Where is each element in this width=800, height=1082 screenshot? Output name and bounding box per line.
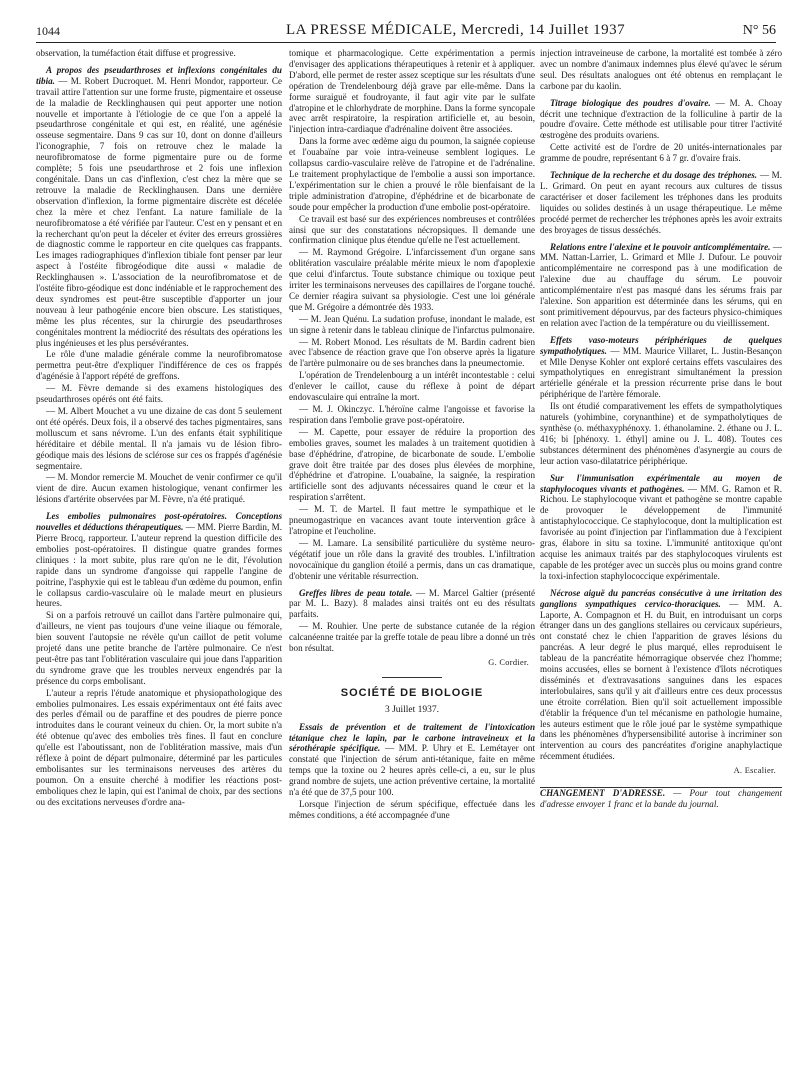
- article-pseudarthroses: [36, 65, 282, 349]
- section-heading: SOCIÉTÉ DE BIOLOGIE: [340, 686, 484, 699]
- paragraph: — M. Rouhier. Une perte de substance cutanée de la région calcanéenne traitée par la greffe totale de peau libre a donné un très bon résultat.: [289, 621, 535, 654]
- paragraph: Le staphylocoque vivant et pathogène se montre capable de provoquer le développement de l'immunité antistaphylococcique. Ce staphylocoque, dont la multiplication est favorisée au point d'injection par l'inflammation due à l'excipient gras, élabore in situ sa toxine. L'immunité antitoxique qu'ont acquise les animaux traités par des staphylocoques virulents est capable de les protéger avec un succès plus ou moins grand contre la toxi-infection staphylococcique expérimentale.: [540, 494, 782, 581]
- article-staphylocoques: [540, 473, 782, 582]
- divider: [382, 677, 442, 678]
- article-title: Technique de la recherche et du dosage des tréphones.: [550, 170, 758, 181]
- paragraph: en introduisant un corps étranger dans un des ganglions stellaires ou cervicaux supérieurs, ont constaté chez le chien l'apparition de graves lésions du pancréas. A leur degré le plus marqué, elles reproduisent le tableau de la pancréatite hémorragique observée chez l'homme; moins accusées, elles se bornent à l'existence d'îlots nécrotiques disséminés et d'extravasations sanguines dans les espaces interlobulaires, sans qu'il y ait d'ailleurs entre ces deux processus une étroite corrélation. Bien qu'il soit actuellement impossible d'établir la fréquence d'un tel mécanisme en pathologie humaine, les auteurs estiment que le rôle joué par le système sympathique dans les phénomènes d'hypersensibilité autorise à incriminer son intervention au cours des pancréatites d'origine anaphylactique récemment étudiées.: [540, 609, 782, 762]
- notice-text: — Pour tout changement d'adresse envoyer 1 franc et la bande du journal.: [540, 788, 782, 810]
- article-title: Essais de prévention et de traitement de l'intoxication tétanique chez le lapin, par le carbone intraveineux et la sérothérapie spécifique.: [289, 721, 535, 754]
- journal-name: LA PRESSE MÉDICALE,: [286, 22, 457, 38]
- article-embolies: [36, 511, 282, 609]
- paragraph: Si on a parfois retrouvé un caillot dans l'artère pulmonaire qui, d'ailleurs, ne vient pas toujours d'une veine iliaque ou fémorale, bien souvent l'autopsie ne révèle qu'un caillot de petit volume projeté dans une petite branche de l'artère pulmonaire. Ce n'est peut-être pas tant l'oblitération vasculaire qui joue dans l'apparition du syndrome grave que les troubles nerveux engendrés par la présence du corps embolisant.: [36, 610, 282, 686]
- article-authors: — MM. G. Ramon et R. Richou.: [540, 483, 782, 505]
- paragraph: ont exploré certains effets vasculaires des sympatholytiques en enregistrant simultanément la pression artérielle générale et la pression récurrente prise dans le bout périphérique de l'artère fémorale.: [540, 356, 782, 400]
- paragraph: — M. J. Okinczyc. L'héroïne calme l'angoisse et favorise la respiration dans l'embolie grave post-opératoire.: [289, 404, 535, 425]
- paragraph: Le pouvoir anticomplémentaire ne correspond pas à une modification de l'alexine due au chauffage du sérum. Le pouvoir anticomplémentaire n'est pas masqué dans les sérums frais par l'alexine. Son apparition est déterminée dans les sérums, qui en sont primitivement dépourvus, par des facteurs physico-chimiques en relation avec l'action de la température ou du vieillissement.: [540, 252, 782, 328]
- article-pancreas: [540, 588, 782, 763]
- journal-title: [286, 22, 625, 39]
- article-authors: — MM. Nattan-Larrier, L. Grimard et Mlle J. Dufour.: [540, 241, 782, 263]
- paragraph: Cette activité est de l'ordre de 20 unités-internationales par gramme de poudre, représentant 6 à 7 gr. d'ovaire frais.: [540, 142, 782, 164]
- column-middle: [289, 48, 535, 1068]
- article-title: Titrage biologique des poudres d'ovaire.: [550, 97, 711, 108]
- article-trephones: [540, 170, 782, 235]
- paragraph: L'auteur a repris l'étude anatomique et physiopathologique des embolies pulmonaires. Les essais expérimentaux ont été faits avec des perles d'émail ou de paraffine et des poudres de pierre ponce introduites dans le courant veineux du chien. Or, la mort subite n'a été obtenue qu'avec des embolies très fines. Il faut en conclure qu'elle est l'aboutissant, non de l'oblitération massive, mais d'un réflexe à point de départ pulmonaire, déterminé par les particules embolisantes sur les terminaisons nerveuses des artères du poumon. On a ensuite cherché à modifier les réactions post-emboliques chez le lapin, qui est l'animal de choix, par des sections ou des excitations nerveuses d'ordre ana-: [36, 687, 282, 807]
- article-title: Greffes libres de peau totale.: [299, 587, 413, 598]
- issue-date: Mercredi, 14 Juillet 1937: [461, 22, 626, 38]
- column-left: [36, 48, 282, 1068]
- paragraph: observation, la tuméfaction était diffuse et progressive.: [36, 48, 236, 58]
- article-title: Nécrose aiguë du pancréas consécutive à une irritation des ganglions sympathiques cervico-thoraciques.: [540, 587, 782, 609]
- column-right: [540, 48, 782, 1068]
- paragraph: ont constaté que l'injection de sérum anti-tétanique, faite en même temps que la toxine ou 2 heures après celle-ci, a eu, sur le plus grand nombre de sujets, une action préventive certaine, la mortalité n'a été que de 37,5 pour 100.: [289, 743, 535, 798]
- article-authors: — MM. A. Laporte, A. Compagnon et H. du Buit,: [540, 598, 782, 620]
- page-header: [36, 20, 776, 43]
- paragraph: 8 malades ainsi traités ont eu des résultats parfaits.: [289, 598, 535, 620]
- article-authors: — MM. P. Uhry et E. Lemétayer: [384, 743, 519, 754]
- notice-label: CHANGEMENT D'ADRESSE.: [540, 788, 666, 799]
- paragraph: — M. Albert Mouchet a vu une dizaine de cas dont 5 seulement ont été opérés. Deux fois, il a observé des taches pigmentaires, sans molluscum et sans névrome. L'un des enfants était syphilitique héréditaire et débile mental. Il n'a jamais vu de lésion fibro-géodique mais des lésions de sclérose sur ces os frappés d'agénésie segmentaire.: [36, 406, 282, 471]
- paragraph: — M. Fèvre demande si des examens histologiques des pseudarthroses opérés ont été faits.: [36, 383, 282, 405]
- paragraph: Ils ont étudié comparativement les effets de sympatholytiques naturels (yohimbine, corynanthine) et de sympatholytiques de synthèse (o. méthaxyphénoxy. 1. éthanolamine. 2. éthane ou J. L. 416; bi [phénoxy. 1. éthyl] amine ou J. L. 408). Toutes ces substances déterminent des phénomènes d'asynergie au cours de leur action vaso-dilatatrice périphérique.: [540, 401, 782, 466]
- paragraph: — M. Robert Monod. Les résultats de M. Bardin cadrent bien avec l'absence de réaction grave que l'on observe après la ligature de l'artère pulmonaire ou de ses branches dans la pneumectomie.: [289, 336, 535, 369]
- paragraph: L'opération de Trendelenbourg a un intérêt incontestable : celui d'enlever le caillot, cause du réflexe à point de départ endovasculaire qui entraîne la mort.: [289, 370, 535, 403]
- paragraph: rapporteur. L'auteur reprend la question difficile des embolies post-opératoires. Il distingue quatre grandes formes cliniques : la mort subite, plus rare qu'on ne le dit, l'évolution rapide dans un syndrome d'angoisse qui rappelle l'angine de poitrine, l'asphyxie qui est le tableau d'un œdème du poumon, enfin le collapsus cardio-vasculaire où le malade meurt en plusieurs heures.: [36, 532, 282, 609]
- page-number: 1044: [36, 24, 60, 38]
- article-authors: — M. Marcel Galtier (présenté par M. L. Bazy).: [289, 587, 535, 609]
- paragraph: — M. Lamare. La sensibilité particulière du système neuro-végétatif joue un rôle dans la gravité des troubles. L'infiltration novocaïnique du ganglion étoilé a permis, dans un cas dramatique, d'obtenir une véritable résurrection.: [289, 537, 535, 581]
- article-tetanos: [289, 722, 535, 798]
- paragraph: Ce travail est basé sur des expériences nombreuses et contrôlées ainsi que sur des constatations nécropsiques. Il demande une confirmation clinique plus étendue qu'elle ne l'est actuellement.: [289, 213, 535, 246]
- paragraph: tomique et pharmacologique. Cette expérimentation a permis d'envisager des applications thérapeutiques à retenir et à appliquer. D'abord, elle permet de rester assez sceptique sur les résultats d'une opération de Trendelenbourg déjà grave par elle-même. Dans la forme suraiguë et foudroyante, il faut agir vite par le sulfate d'atropine et le chlorhydrate de morphine. Dans la forme syncopale avec arrêt respiratoire, la respiration artificielle et, au besoin, l'injection intra-cardiaque d'adrénaline doivent être associées.: [289, 48, 535, 135]
- paragraph: Le rôle d'une maladie générale comme la neurofibromatose permettra peut-être d'expliquer l'indifférence de ces os frappés d'agénésie à l'apport répété de greffons.: [36, 349, 282, 382]
- paragraph: — M. Capette, pour essayer de réduire la proportion des embolies graves, soumet les malades à un traitement quotidien à base d'éphédrine, d'atropine, de bicarbonate de soude. L'embolie grave doit être traitée par des doses plus élevées de morphine, d'éphédrine et d'atropine. L'ouabaïne, la saignée, la respiration artificielle sont des adjuvants nécessaires quand le cœur et la respiration s'arrêtent.: [289, 426, 535, 503]
- signature: A. Escalier.: [733, 766, 776, 776]
- article-title: Sur l'immunisation expérimentale au moyen de staphylocoques vivants et pathogènes.: [540, 472, 782, 494]
- paragraph: — M. T. de Martel. Il faut mettre le sympathique et le pneumogastrique en vacances avant toute intervention grâce à l'atropine et l'eucholine.: [289, 504, 535, 536]
- article-title: Les embolies pulmonaires post-opératoires. Conceptions nouvelles et déductions thérapeutiques.: [36, 511, 282, 533]
- article-title: Relations entre l'alexine et le pouvoir anticomplémentaire.: [550, 241, 771, 252]
- paragraph: On peut en ayant recours aux cultures de tissus caractériser et doser facilement les tréphones dans les produits liquides ou solides destinés à un usage thérapeutique. Le même procédé permet de rechercher les tréphones après les avoir extraits des broyages de tissus desséchés.: [540, 180, 782, 235]
- paragraph: rapporteur. Ce travail attire l'attention sur une forme fruste, pigmentaire et osseuse de la maladie de Recklinghausen qui peut apporter une notion nouvelle et importante à l'étiologie de ce que l'on a appelé la pseudarthrose congénitale et qui est, en réalité, une agénésie osseuse segmentaire. Dans 9 cas sur 10, dont on donne d'ailleurs l'iconographie, 7 fois on retrouve chez le malade la neurofibromatose de forme pigmentaire pure ou de forme complète; 5 fois une pseudarthrose et 2 fois une inflexion congénitale. Dans un cas d'inflexion, c'est chez la mère que se retrouve la maladie de Recklinghausen. Dans une dernière observation d'inflexion, la forme pigmentaire discrète est décelée chez la mère et chez l'enfant. La nature familiale de la neurofibromatose a été vérifiée par l'auteur. C'est en y pensant et en la recherchant qu'on peut la déceler et éviter des erreurs grossières de diagnostic comme le rapporteur en cite quelques cas frappants. Les images radiographiques d'inflexion tibiale font penser par leur aspect à l'ostéite fibrogéodique dite aussi « maladie de Recklinghausen ». L'association de la neurofibromatose et de l'ostéite fibro-géodique est donc indéniable et le rapprochement des deux syndromes est peut-être susceptible d'apporter un jour nouveau à leur pathogénie encore bien obscure. Les statistiques, même les plus récentes, sur la chirurgie des pseudarthroses congénitales montrent la médiocrité des résultats des opérations les plus ingénieuses et les plus persévérantes.: [36, 75, 282, 348]
- article-title: A propos des pseudarthroses et inflexions congénitales du tibia.: [36, 64, 282, 86]
- paragraph: — M. Jean Quénu. La sudation profuse, inondant le malade, est un signe à retenir dans le tableau clinique de l'infarctus pulmonaire.: [289, 313, 535, 335]
- paragraph: — M. Raymond Grégoire. L'infarcissement d'un organe sans oblitération vasculaire préalable mérite mieux le nom d'apoplexie que celui d'infarctus. Toute substance chimique ou toxique peut irriter les terminaisons nerveuses des capillaires de l'organe touché. Ce dernier réagira suivant sa physiologie. C'est une loi générale que M. Grégoire a démontrée dès 1933.: [289, 247, 535, 312]
- address-change-notice: [540, 788, 782, 810]
- paragraph: Lorsque l'injection de sérum spécifique, effectuée dans les mêmes conditions, a été accompagnée d'une: [289, 799, 535, 820]
- article-sympatholytiques: [540, 335, 782, 400]
- article-authors: — MM. Pierre Bardin, M. Pierre Brocq,: [36, 522, 282, 543]
- article-authors: — MM. Maurice Villaret, L. Justin-Besançon et Mlle Denyse Kohler: [540, 345, 782, 367]
- article-authors: — M. L. Grimard.: [540, 170, 782, 191]
- paragraph: Dans la forme avec œdème aigu du poumon, la saignée copieuse et l'ouabaïne par voie intra-veineuse semblent logiques. Le collapsus cardio-vasculaire relève de l'atropine et de l'adrénaline. Le traitement prophylactique de l'embolie a aussi son importance. L'expérimentation sur le chien a prouvé le rôle bienfaisant de la triple administration d'atropine, d'éphédrine et de bicarbonate de soude pour empêcher la production d'une embolie post-opératoire.: [289, 136, 535, 212]
- article-authors: — M. A. Choay: [715, 97, 782, 108]
- issue-number: N° 56: [742, 23, 776, 38]
- article-titrage: [540, 98, 782, 142]
- signature: G. Cordier.: [488, 657, 529, 667]
- paragraph: décrit une technique d'extraction de la folliculine à partir de la poudre d'ovaire. Cette méthode est utilisable pour titrer l'activité œstrogène des produits ovariens.: [540, 108, 782, 141]
- session-date: 3 Juillet 1937.: [384, 704, 440, 715]
- paragraph: — M. Mondor remercie M. Mouchet de venir confirmer ce qu'il vient de dire. Aucun examen histologique, venant confirmer les lésions d'artérite observées par M. Fèvre, n'a été pratiqué.: [36, 472, 282, 505]
- article-title: Effets vaso-moteurs périphériques de quelques sympatholytiques.: [540, 334, 782, 356]
- article-authors: — M. Robert Ducroquet. M. Henri Mondor,: [58, 75, 226, 86]
- paragraph: injection intraveineuse de carbone, la mortalité est tombée à zéro avec un nombre d'animaux indemnes plus élevé qu'avec le sérum seul. Des résultats analogues ont été obtenus en remplaçant le carbone par du kaolin.: [540, 48, 782, 91]
- article-alexine: [540, 242, 782, 329]
- article-greffes: [289, 588, 535, 621]
